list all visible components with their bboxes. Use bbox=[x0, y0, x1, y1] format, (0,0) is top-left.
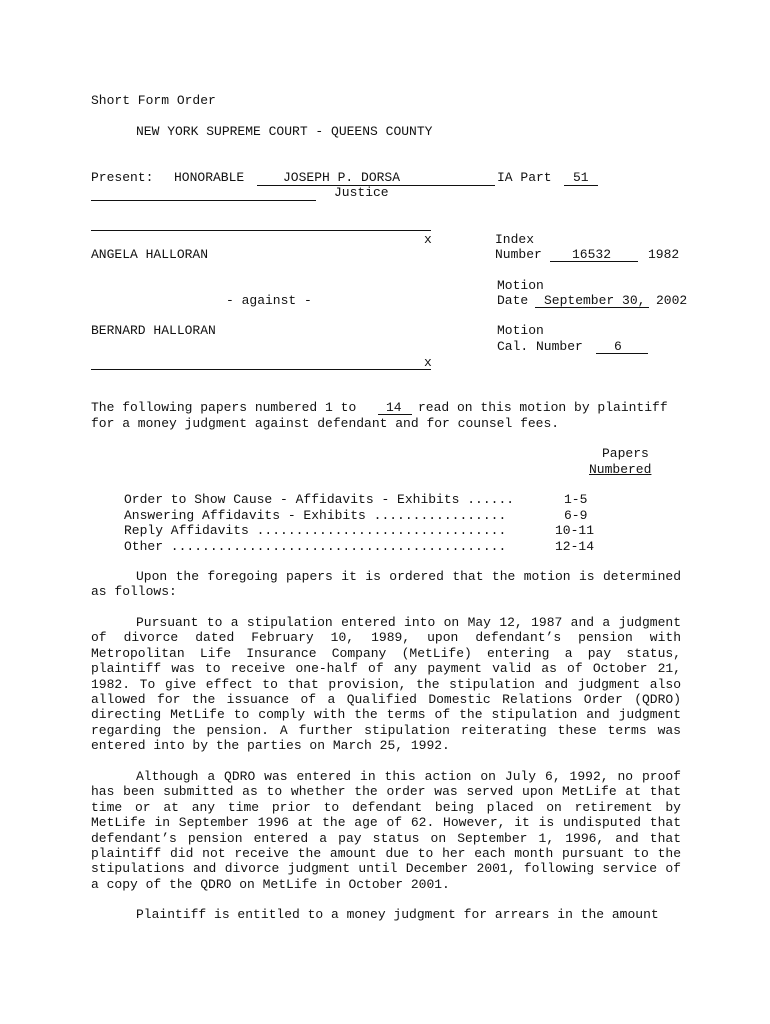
papers-item-label: Answering Affidavits - Exhibits ................. bbox=[124, 508, 507, 523]
index-number: 16532 bbox=[572, 247, 612, 262]
present-label: Present: bbox=[91, 170, 154, 185]
ia-part-label: IA Part bbox=[497, 170, 552, 185]
order-paragraph-4: Plaintiff is entitled to a money judgment for arrears in the amount bbox=[136, 907, 659, 922]
papers-item-numbers: 1-5 bbox=[564, 492, 588, 507]
papers-header: Papers bbox=[602, 446, 649, 461]
papers-intro-part2: read on this motion by plaintiff bbox=[418, 400, 668, 415]
papers-item-numbers: 12-14 bbox=[555, 539, 595, 554]
ia-part-value: 51 bbox=[573, 170, 589, 185]
against-label: - against - bbox=[226, 293, 312, 308]
motion-label: Motion bbox=[497, 278, 544, 293]
order-paragraph-1: Upon the foregoing papers it is ordered that the motion is determined as follows: bbox=[91, 569, 681, 600]
cal-number-label: Cal. Number bbox=[497, 339, 583, 354]
caption-bottom-rule bbox=[91, 369, 431, 370]
motion-date: September 30, bbox=[544, 293, 646, 308]
defendant-name: BERNARD HALLORAN bbox=[91, 323, 216, 338]
papers-item-label: Order to Show Cause - Affidavits - Exhibits ...... bbox=[124, 492, 515, 507]
honorable-label: HONORABLE bbox=[174, 170, 245, 185]
numbered-header: Numbered bbox=[589, 462, 652, 477]
order-paragraph-3: Although a QDRO was entered in this action on July 6, 1992, no proof has been submitted as to whether the order was served upon MetLife at that time or at any time prior to defendant being placed on retirement by MetLife in September 1996 at the age of 62. However, it is undisputed that defendant’s pension entered a pay status on September 1, 1996, and that plaintiff did not receive the amount due to her each month pursuant to the stipulations and divorce judgment until December 2001, following service of a copy of the QDRO on MetLife in October 2001. bbox=[91, 769, 681, 892]
cal-number-underline bbox=[596, 353, 648, 354]
caption-x-top: x bbox=[424, 232, 432, 247]
ia-part-underline bbox=[564, 185, 598, 186]
judge-name: JOSEPH P. DORSA bbox=[283, 170, 401, 185]
papers-item-numbers: 10-11 bbox=[555, 523, 595, 538]
papers-intro-part1: The following papers numbered 1 to bbox=[91, 400, 357, 415]
papers-count: 14 bbox=[386, 400, 402, 415]
caption-top-rule bbox=[91, 230, 431, 231]
papers-item-label: Other ........................................... bbox=[124, 539, 507, 554]
order-paragraph-2: Pursuant to a stipulation entered into on May 12, 1987 and a judgment of divorce dated February 10, 1989, upon defendant’s pension with Metropolitan Life Insurance Company (MetLife) entering a pay status, plaintiff was to receive one-half of any payment valid as of October 21, 1982. To give effect to that provision, the stipulation and judgment also allowed for the issuance of a Qualified Domestic Relations Order (QDRO) directing MetLife to comply with the terms of the stipulation and judgment regarding the pension. A further stipulation reiterating these terms was entered into by the parties on March 25, 1992. bbox=[91, 615, 681, 754]
index-year: 1982 bbox=[648, 247, 680, 262]
plaintiff-name: ANGELA HALLORAN bbox=[91, 247, 209, 262]
papers-item-label: Reply Affidavits ................................ bbox=[124, 523, 507, 538]
justice-label: Justice bbox=[334, 185, 389, 200]
index-label: Index bbox=[495, 232, 535, 247]
justice-signature-line bbox=[91, 200, 316, 201]
papers-item-numbers: 6-9 bbox=[564, 508, 588, 523]
papers-intro-line2: for a money judgment against defendant and for counsel fees. bbox=[91, 416, 560, 431]
date-label: Date bbox=[497, 293, 529, 308]
number-label: Number bbox=[495, 247, 542, 262]
motion-label-2: Motion bbox=[497, 323, 544, 338]
court-name: NEW YORK SUPREME COURT - QUEENS COUNTY bbox=[136, 124, 433, 139]
motion-year: 2002 bbox=[656, 293, 688, 308]
cal-number: 6 bbox=[614, 339, 622, 354]
caption-x-bottom: x bbox=[424, 355, 432, 370]
form-title: Short Form Order bbox=[91, 93, 216, 108]
